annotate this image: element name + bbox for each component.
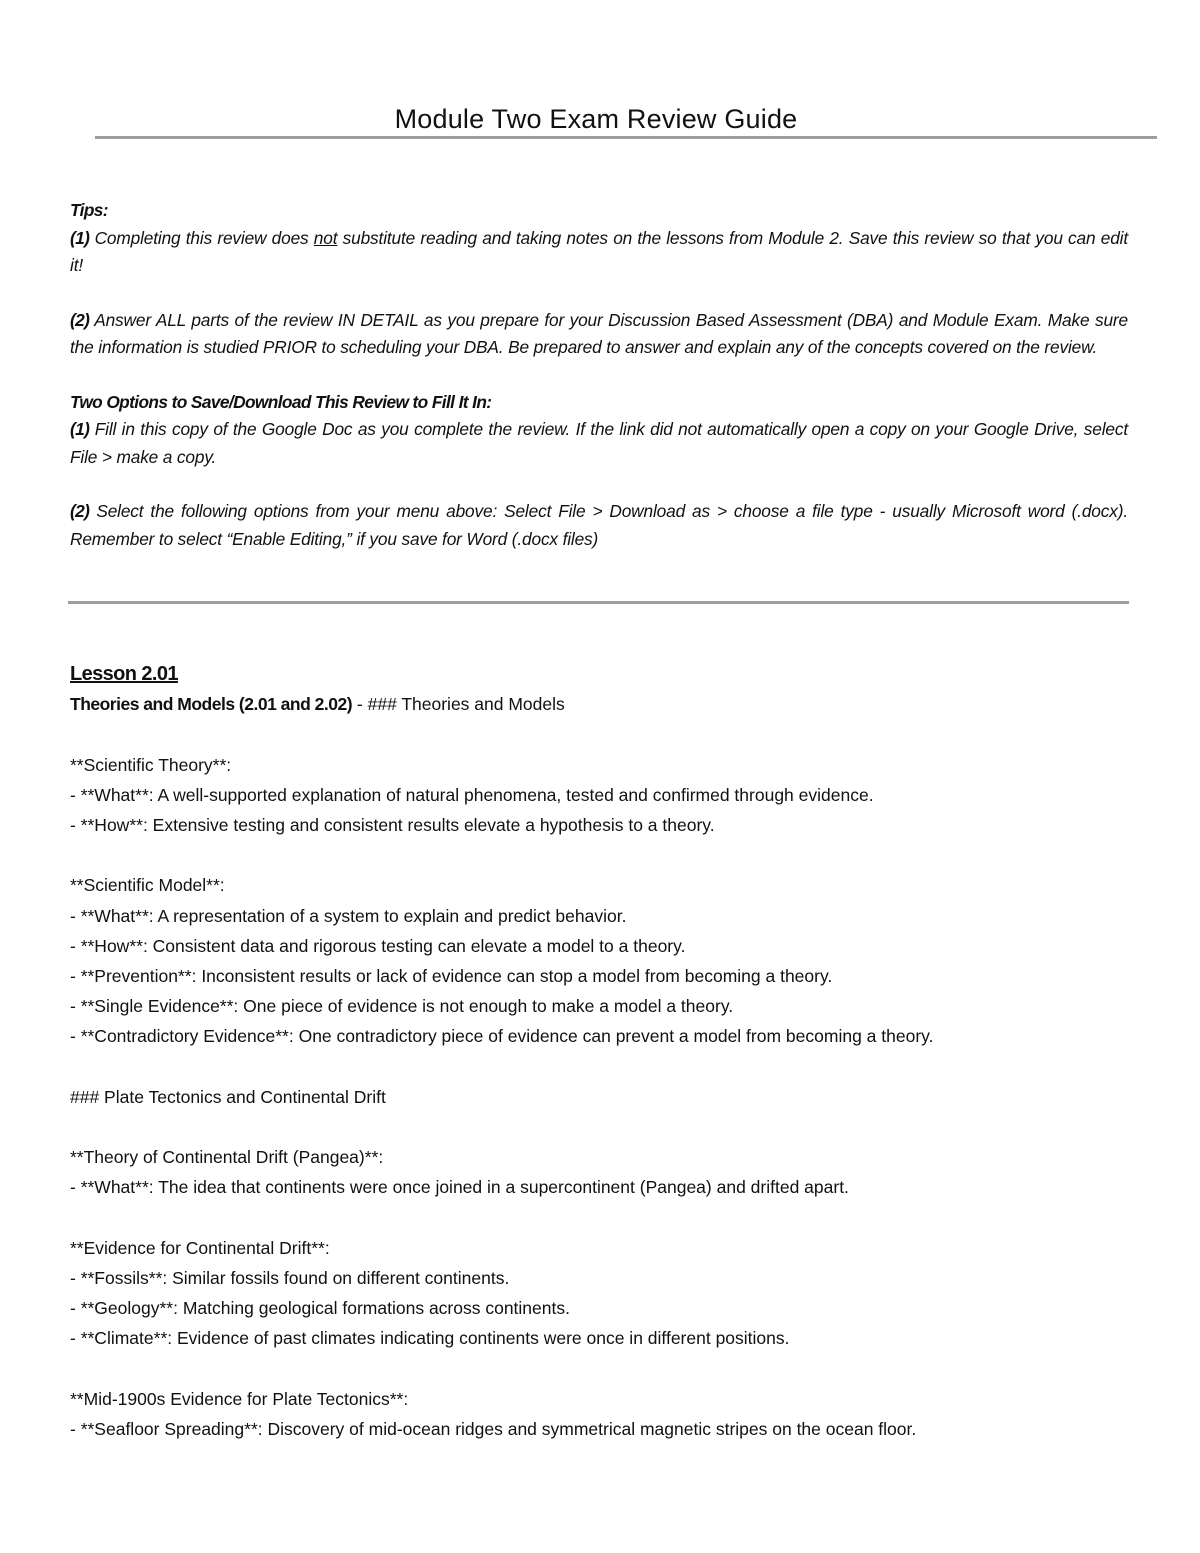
tips-section — [70, 197, 1128, 553]
note-line: - **Prevention**: Inconsistent results or lack of evidence can stop a model from becoming a theory. — [70, 966, 833, 986]
note-line: **Theory of Continental Drift (Pangea)**: — [70, 1147, 384, 1168]
blank-line — [70, 1112, 1150, 1142]
note-line: **Mid-1900s Evidence for Plate Tectonics**: — [70, 1388, 409, 1409]
note-line: - **Climate**: Evidence of past climates indicating continents were once in different positions. — [70, 1328, 790, 1349]
tips-heading: Tips: — [70, 200, 108, 220]
options-heading: Two Options to Save/Download This Review to Fill It In: — [70, 391, 492, 412]
tip-1-number: (1) — [70, 227, 90, 248]
lesson-heading: Lesson 2.01 — [70, 663, 178, 685]
title-divider — [95, 136, 1157, 139]
blank-line — [70, 1354, 1150, 1384]
option-2-number: (2) — [70, 501, 90, 521]
page-title: Module Two Exam Review Guide — [394, 104, 798, 134]
tip-2-number: (2) — [70, 309, 90, 330]
note-line: - **What**: A well-supported explanation of natural phenomena, tested and confirmed through evidence. — [70, 784, 874, 805]
tip-1: (1) Completing this review does not substitute reading and taking notes on the lessons from Module 2. Save this review so that you can edit it! — [70, 227, 1128, 275]
blank-line — [70, 1203, 1150, 1233]
lesson-subheading: Theories and Models (2.01 and 2.02) - ### Theories and Models — [70, 694, 565, 715]
note-line: - **Single Evidence**: One piece of evidence is not enough to make a model a theory. — [70, 996, 734, 1017]
note-line: **Scientific Theory**: — [70, 754, 232, 775]
lesson-notes — [70, 750, 1150, 1445]
option-1-number: (1) — [70, 419, 90, 439]
option-2: (2) Select the following options from your menu above: Select File > Download as > choose a file type - usually Microsoft word (.docx). Remember to select “Enable Editing,” if you save for Word (.docx files) — [70, 501, 1128, 549]
note-line: - **What**: The idea that continents were once joined in a supercontinent (Pangea) and drifted apart. — [70, 1177, 849, 1198]
blank-line — [70, 840, 1150, 870]
note-line: - **Contradictory Evidence**: One contradictory piece of evidence can prevent a model from becoming a theory. — [70, 1026, 934, 1047]
note-line: - **Seafloor Spreading**: Discovery of mid-ocean ridges and symmetrical magnetic stripes on the ocean floor. — [70, 1418, 917, 1439]
note-line: **Evidence for Continental Drift**: — [70, 1237, 330, 1258]
tip-2: (2) Answer ALL parts of the review IN DETAIL as you prepare for your Discussion Based Assessment (DBA) and Module Exam. Make sure the information is studied PRIOR to scheduling your DBA. Be prepared to answer and explain any of the concepts covered on the review. — [70, 309, 1128, 357]
note-line: - **Geology**: Matching geological formations across continents. — [70, 1298, 570, 1319]
note-line: - **What**: A representation of a system to explain and predict behavior. — [70, 905, 627, 926]
note-line: - **How**: Consistent data and rigorous testing can elevate a model to a theory. — [70, 935, 686, 956]
lesson-section — [70, 659, 1150, 1444]
blank-line — [70, 1052, 1150, 1082]
note-line: - **Fossils**: Similar fossils found on different continents. — [70, 1267, 510, 1288]
note-line: - **How**: Extensive testing and consistent results elevate a hypothesis to a theory. — [70, 815, 715, 835]
section-divider — [68, 601, 1129, 604]
note-line: **Scientific Model**: — [70, 875, 225, 896]
option-1: (1) Fill in this copy of the Google Doc as you complete the review. If the link did not automatically open a copy on your Google Drive, select File > make a copy. — [70, 419, 1128, 467]
tip-1-emphasis: not — [313, 227, 338, 248]
note-line: ### Plate Tectonics and Continental Drift — [70, 1086, 386, 1107]
